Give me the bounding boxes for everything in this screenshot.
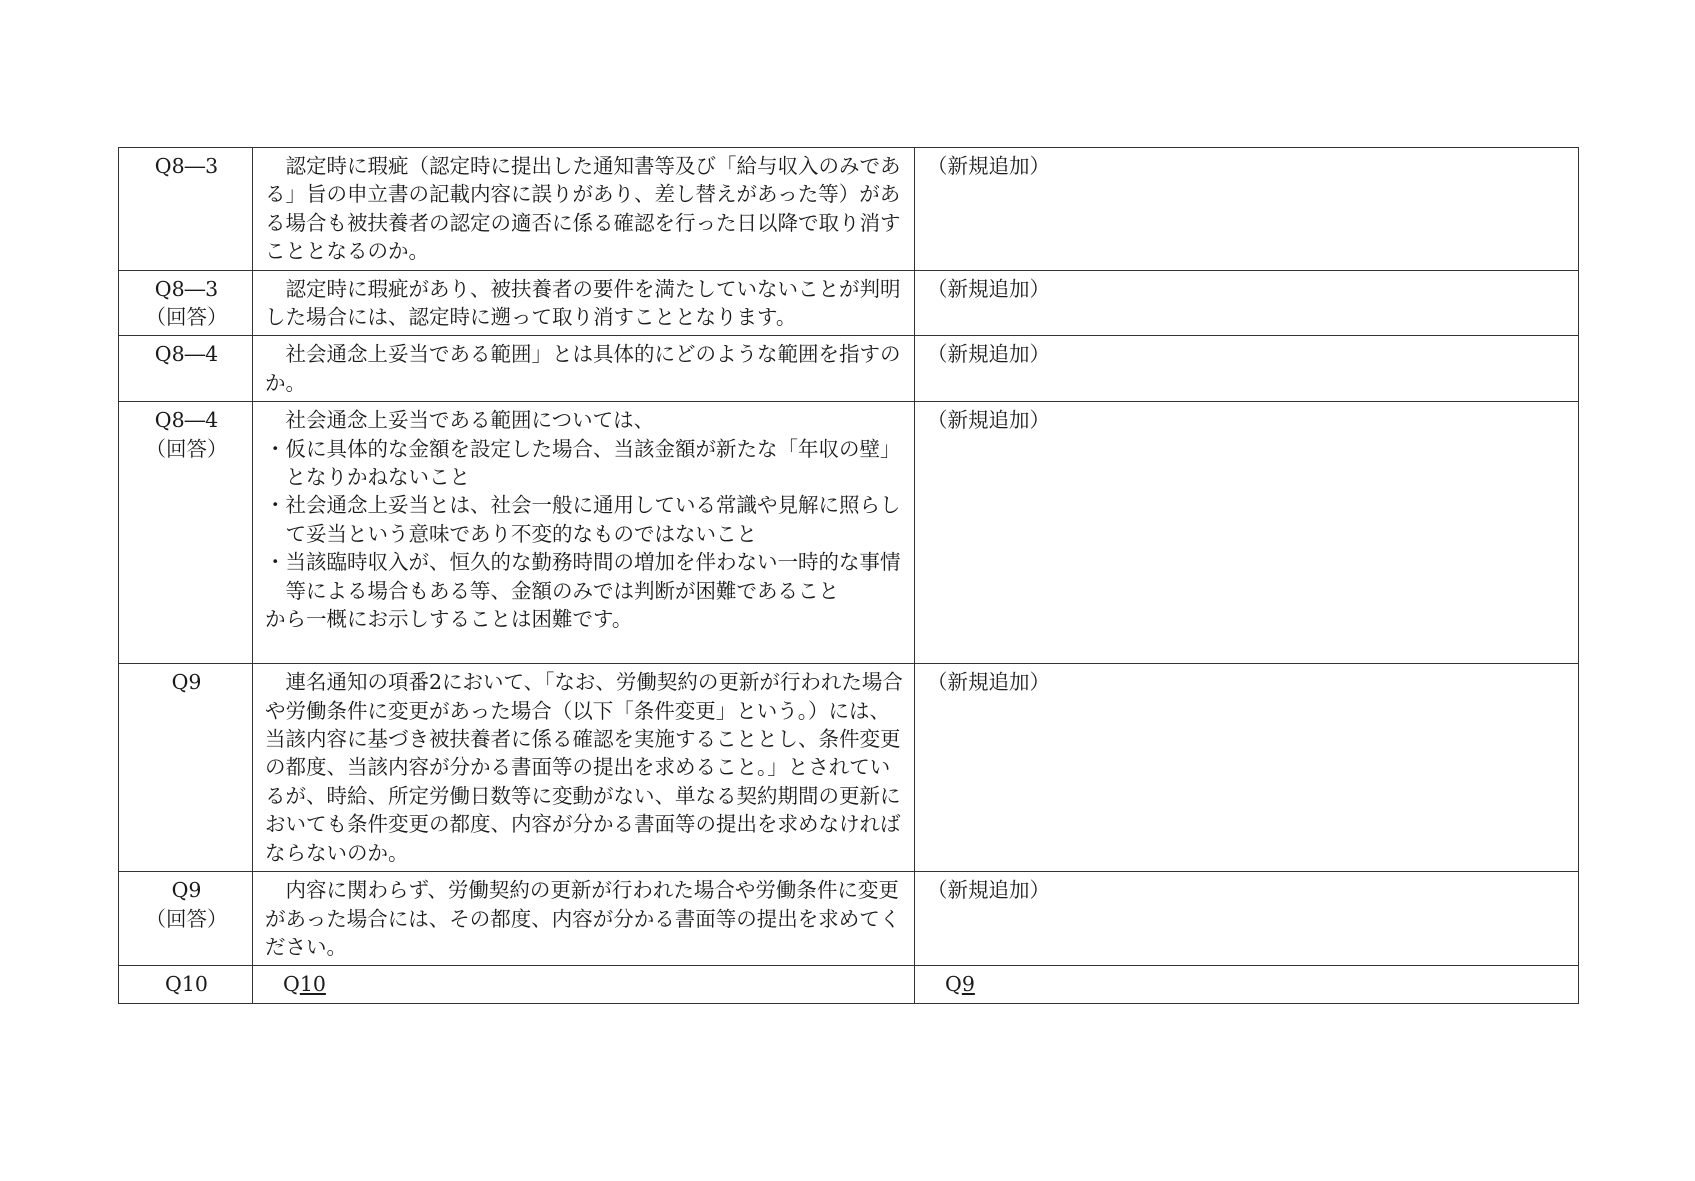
note-cell <box>915 664 1579 872</box>
question-text: 連名通知の項番2において、「なお、労働契約の更新が行われた場合や労働条件に変更があった場合（以下「条件変更」という。）には、当該内容に基づき被扶養者に係る確認を実施することとし、条件変更の都度、当該内容が分かる書面等の提出を求めること。」とされているが、時給、所定労働日数等に変動がない、単なる契約期間の更新においても条件変更の都度、内容が分かる書面等の提出を求めなければならないのか。 <box>265 670 903 865</box>
answer-text-cell <box>253 270 915 336</box>
new-addition-note: （新規追加） <box>927 154 1050 178</box>
note-cell <box>915 872 1579 966</box>
question-text-cell <box>253 336 915 402</box>
note-cell <box>915 270 1579 336</box>
question-number-cell <box>119 402 253 664</box>
old-number-prefix: Q <box>945 972 962 997</box>
answer-bullet: ・当該臨時収入が、恒久的な勤務時間の増加を伴わない一時的な事情等による場合もある等、金額のみでは判断が困難であること <box>265 550 901 603</box>
note-cell <box>915 336 1579 402</box>
new-number-prefix: Q <box>283 972 300 997</box>
answer-label: （回答） <box>145 305 228 330</box>
new-addition-note: （新規追加） <box>927 878 1050 903</box>
comparison-table <box>118 147 1579 1004</box>
question-number-cell <box>119 872 253 966</box>
question-number-cell <box>119 966 253 1003</box>
table-row <box>119 336 1579 402</box>
question-text-cell <box>253 148 915 271</box>
answer-label: （回答） <box>145 906 228 931</box>
document-page <box>118 147 1578 1004</box>
table-row <box>119 664 1579 872</box>
answer-bullet: ・社会通念上妥当とは、社会一般に通用している常識や見解に照らして妥当という意味であり不変的なものではないこと <box>265 493 901 546</box>
question-text-cell <box>253 664 915 872</box>
old-number-underlined: 9 <box>961 972 975 997</box>
table-row <box>119 872 1579 966</box>
question-number: Q8―4 <box>154 408 219 433</box>
question-text: 認定時に瑕疵（認定時に提出した通知書等及び「給与収入のみである」旨の申立書の記載内容に誤りがあり、差し替えがあった等）がある場合も被扶養者の認定の適否に係る確認を行った日以降で取り消すこととなるのか。 <box>265 154 901 264</box>
renumbered-new-cell <box>253 966 915 1003</box>
answer-text-cell <box>253 872 915 966</box>
question-number-cell <box>119 148 253 271</box>
question-number-cell <box>119 270 253 336</box>
new-addition-note: （新規追加） <box>927 408 1050 433</box>
question-number: Q9 <box>171 670 202 695</box>
table-row <box>119 270 1579 336</box>
question-number: Q9 <box>171 878 202 903</box>
answer-bullet: ・仮に具体的な金額を設定した場合、当該金額が新たな「年収の壁」となりかねないこと <box>265 436 901 490</box>
answer-text: 内容に関わらず、労働契約の更新が行われた場合や労働条件に変更があった場合には、その都度、内容が分かる書面等の提出を求めてください。 <box>265 878 901 959</box>
new-number-underlined: 10 <box>299 972 326 997</box>
question-number-cell <box>119 336 253 402</box>
note-cell <box>915 402 1579 664</box>
question-number: Q8―4 <box>154 342 219 367</box>
answer-label: （回答） <box>145 436 228 461</box>
table-row <box>119 402 1579 664</box>
new-addition-note: （新規追加） <box>927 670 1050 695</box>
table-row <box>119 966 1579 1003</box>
new-addition-note: （新規追加） <box>927 276 1050 301</box>
renumbered-old-cell <box>915 966 1579 1003</box>
question-number: Q10 <box>165 972 208 997</box>
new-addition-note: （新規追加） <box>927 342 1050 367</box>
question-number: Q8―3 <box>154 276 219 301</box>
note-cell <box>915 148 1579 271</box>
answer-intro: 社会通念上妥当である範囲については、 <box>285 408 655 433</box>
question-number: Q8―3 <box>154 154 219 178</box>
question-text: 社会通念上妥当である範囲」とは具体的にどのような範囲を指すのか。 <box>265 342 901 395</box>
answer-text-cell <box>253 402 915 664</box>
answer-outro: から一概にお示しすることは困難です。 <box>265 607 633 632</box>
table-row <box>119 148 1579 271</box>
question-number-cell <box>119 664 253 872</box>
answer-text: 認定時に瑕疵があり、被扶養者の要件を満たしていないことが判明した場合には、認定時に遡って取り消すこととなります。 <box>265 276 901 330</box>
